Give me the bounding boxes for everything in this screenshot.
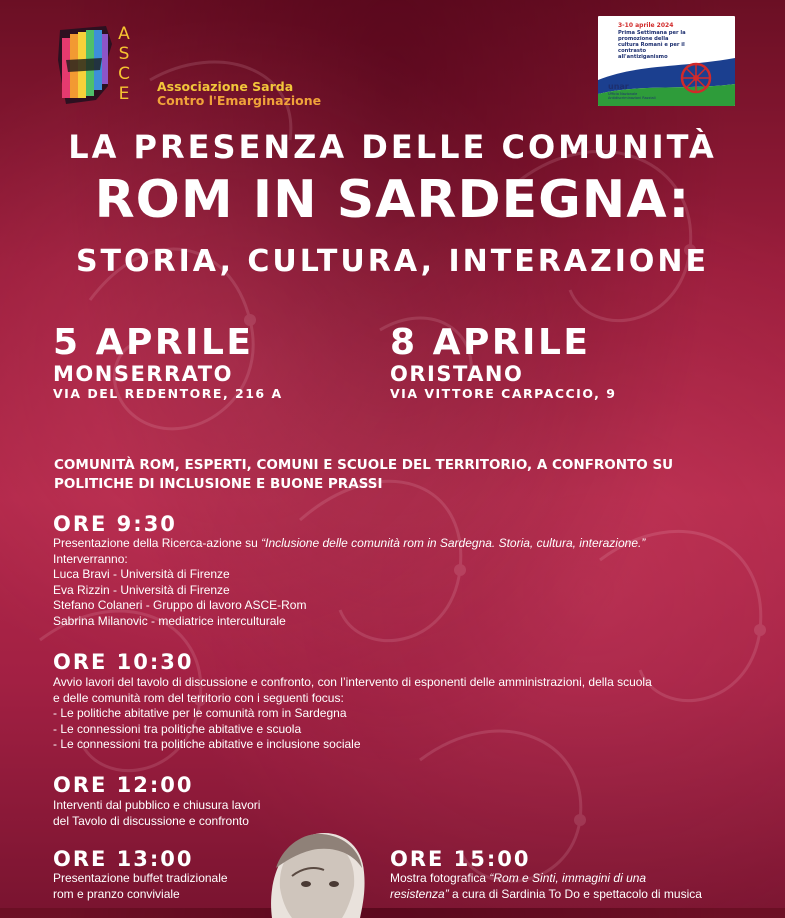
block-1200-line: del Tavolo di discussione e confronto <box>53 813 249 828</box>
exhibition-title-part2: resistenza” <box>390 886 449 901</box>
event-date-2: 8 APRILE <box>390 322 591 363</box>
speaker-line: Luca Bravi - Università di Firenze <box>53 567 230 582</box>
block-1500-line2 <box>390 887 750 903</box>
block-0930-line: Interverranno: <box>53 551 128 566</box>
title-line-3: STORIA, CULTURA, INTERAZIONE <box>75 244 710 279</box>
block-1300-line: Presentazione buffet tradizionale <box>53 871 228 885</box>
event-address-1: VIA DEL REDENTORE, 216 A <box>53 386 283 401</box>
intro-text: COMUNITÀ ROM, ESPERTI, COMUNI E SCUOLE DEL TERRITORIO, A CONFRONTO SU POLITICHE DI INCLUSIONE E BUONE PRASSI <box>54 457 674 492</box>
event-address-2: VIA VITTORE CARPACCIO, 9 <box>390 386 617 401</box>
week-dates: 3-10 aprile 2024 <box>618 22 674 29</box>
event-date-1: 5 APRILE <box>53 322 254 363</box>
event-city-1: MONSERRATO <box>53 362 233 386</box>
block-1030 <box>53 675 753 753</box>
speaker-line: Sabrina Milanovic - mediatrice interculturale <box>53 613 286 628</box>
focus-item: - Le connessioni tra politiche abitative e inclusione sociale <box>53 737 361 752</box>
title-line-1: LA PRESENZA DELLE COMUNITÀ <box>68 128 717 166</box>
association-name <box>157 80 321 108</box>
block-0930 <box>53 536 753 630</box>
block-0930-lead-text: Presentazione della Ricerca-azione su <box>53 536 262 550</box>
block-1500 <box>390 871 750 902</box>
focus-item: - Le connessioni tra politiche abitative e scuola <box>53 721 302 736</box>
block-1300-line: rom e pranzo conviviale <box>53 886 180 901</box>
portrait-photo <box>262 828 370 918</box>
time-0930: ORE 9:30 <box>53 512 177 536</box>
week-description: Prima Settimana per la promozione della cultura Romanì e per il contrasto all'antiziganismo <box>618 30 686 60</box>
association-name-line2: Contro l'Emarginazione <box>157 93 322 108</box>
time-1500: ORE 15:00 <box>390 847 531 871</box>
block-0930-lead <box>53 536 753 552</box>
time-1200: ORE 12:00 <box>53 773 194 797</box>
block-1500-tail: a cura di Sardinia To Do e spettacolo di musica <box>448 886 702 901</box>
block-1200-line: Interventi dal pubblico e chiusura lavori <box>53 798 261 812</box>
block-1030-line: Avvio lavori del tavolo di discussione e confronto, con l’intervento di esponenti delle amministrazioni, della scuola <box>53 675 652 689</box>
speaker-line: Eva Rizzin - Università di Firenze <box>53 582 230 597</box>
time-1030: ORE 10:30 <box>53 650 194 674</box>
block-1500-lead: Mostra fotografica <box>390 871 490 885</box>
romani-week-logo <box>598 16 735 106</box>
title-line-2: ROM IN SARDEGNA: <box>94 170 691 230</box>
unar-subtitle: Ufficio Nazionale Antidiscriminazioni Razziali <box>608 92 656 100</box>
block-1300 <box>53 871 273 902</box>
exhibition-title-part1: “Rom e Sinti, immagini di una <box>489 871 647 885</box>
asce-logo-letters: ASCE <box>114 24 134 104</box>
event-city-2: ORISTANO <box>390 362 524 386</box>
speaker-line: Stefano Colaneri - Gruppo di lavoro ASCE-Rom <box>53 598 307 613</box>
association-name-line1: Associazione Sarda <box>157 79 294 94</box>
focus-item: - Le politiche abitative per le comunità rom in Sardegna <box>53 706 347 721</box>
block-1200 <box>53 798 353 829</box>
unar-logo-text: unar <box>608 82 629 91</box>
block-1030-line: e delle comunità rom del territorio con i seguenti focus: <box>53 690 344 705</box>
time-1300: ORE 13:00 <box>53 847 194 871</box>
block-0930-lead-italic: “Inclusione delle comunità rom in Sardegna. Storia, cultura, interazione.” <box>261 536 646 550</box>
block-1500-line1 <box>390 871 750 887</box>
